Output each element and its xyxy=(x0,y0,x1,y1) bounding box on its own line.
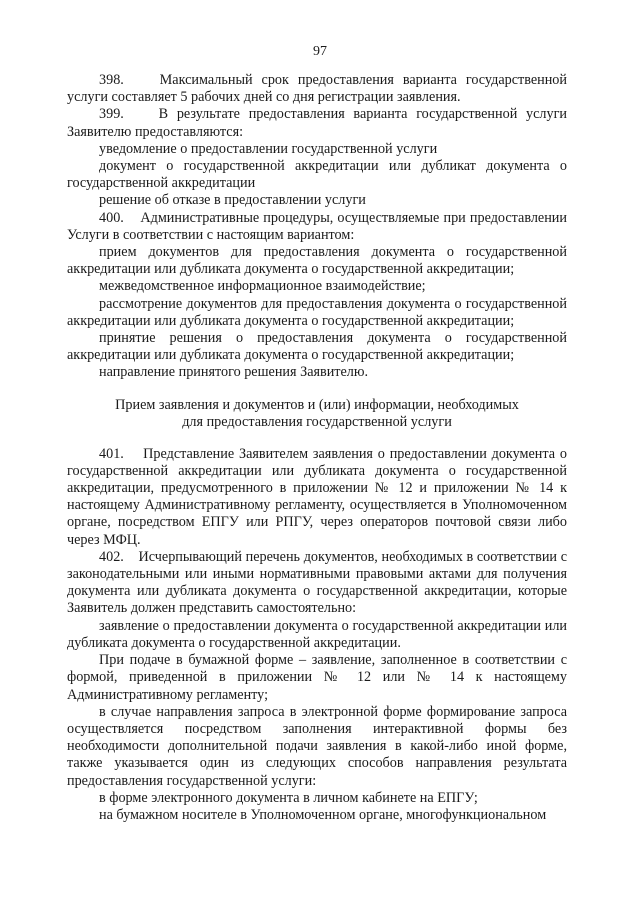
paragraph-401: 401. Представление Заявителем заявления о предоставлении документа о государственной аккредитации или дубликата документа о государственной аккредитации, предусмотренного в приложении № 12 и приложении № 14 к настоящему Административному регламенту, осуществляется в Уполномоченном органе, посредством ЕПГУ или РПГУ, через операторов почтовой связи либо через МФЦ. xyxy=(67,445,567,548)
paragraph: в случае направления запроса в электронной форме формирование запроса осуществляется посредством заполнения интерактивной формы без необходимости дополнительной подачи заявления в какой-либо иной форме, также указывается один из следующих способов направления результата предоставления государственной услуги: xyxy=(67,703,567,789)
paragraph-402: 402. Исчерпывающий перечень документов, необходимых в соответствии с законодательными или иными нормативными правовыми актами для получения документа или дубликата документа о государственной аккредитации, которые Заявитель должен представить самостоятельно: xyxy=(67,548,567,617)
section-heading-line-1: Прием заявления и документов и (или) информации, необходимых xyxy=(115,396,519,413)
list-item: заявление о предоставлении документа о государственной аккредитации или дубликата документа о государственной аккредитации. xyxy=(67,617,567,651)
list-item: решение об отказе в предоставлении услуги xyxy=(99,192,366,209)
list-item: направление принятого решения Заявителю. xyxy=(99,364,369,381)
paragraph: При подаче в бумажной форме – заявление, заполненное в соответствии с формой, приведенной в приложении № 12 или № 14 к настоящему Административному регламенту; xyxy=(67,652,567,703)
list-item: в форме электронного документа в личном кабинете на ЕПГУ; xyxy=(99,789,478,806)
paragraph-398: 398. Максимальный срок предоставления варианта государственной услуги составляет 5 рабочих дней со дня регистрации заявления. xyxy=(67,72,567,106)
paragraph-399: 399. В результате предоставления варианта государственной услуги Заявителю предоставляются: xyxy=(67,106,567,140)
list-item: документ о государственной аккредитации или дубликат документа о государственной аккредитации xyxy=(67,158,567,192)
list-item: рассмотрение документов для предоставления документа о государственной аккредитации или дубликата документа о государственной аккредитации; xyxy=(67,295,567,329)
page-number: 97 xyxy=(313,44,327,59)
section-heading xyxy=(67,397,567,431)
list-item: принятие решения о предоставления документа о государственной аккредитации или дубликата документа о государственной аккредитации; xyxy=(67,330,567,364)
list-item: на бумажном носителе в Уполномоченном органе, многофункциональном xyxy=(99,806,547,823)
list-item: прием документов для предоставления документа о государственной аккредитации или дубликата документа о государственной аккредитации; xyxy=(67,244,567,278)
list-item: межведомственное информационное взаимодействие; xyxy=(99,278,426,295)
document-body xyxy=(67,72,567,824)
section-heading-line-2: для предоставления государственной услуги xyxy=(182,413,452,430)
paragraph-400: 400. Административные процедуры, осуществляемые при предоставлении Услуги в соответствии с настоящим вариантом: xyxy=(67,209,567,243)
list-item: уведомление о предоставлении государственной услуги xyxy=(99,140,438,157)
